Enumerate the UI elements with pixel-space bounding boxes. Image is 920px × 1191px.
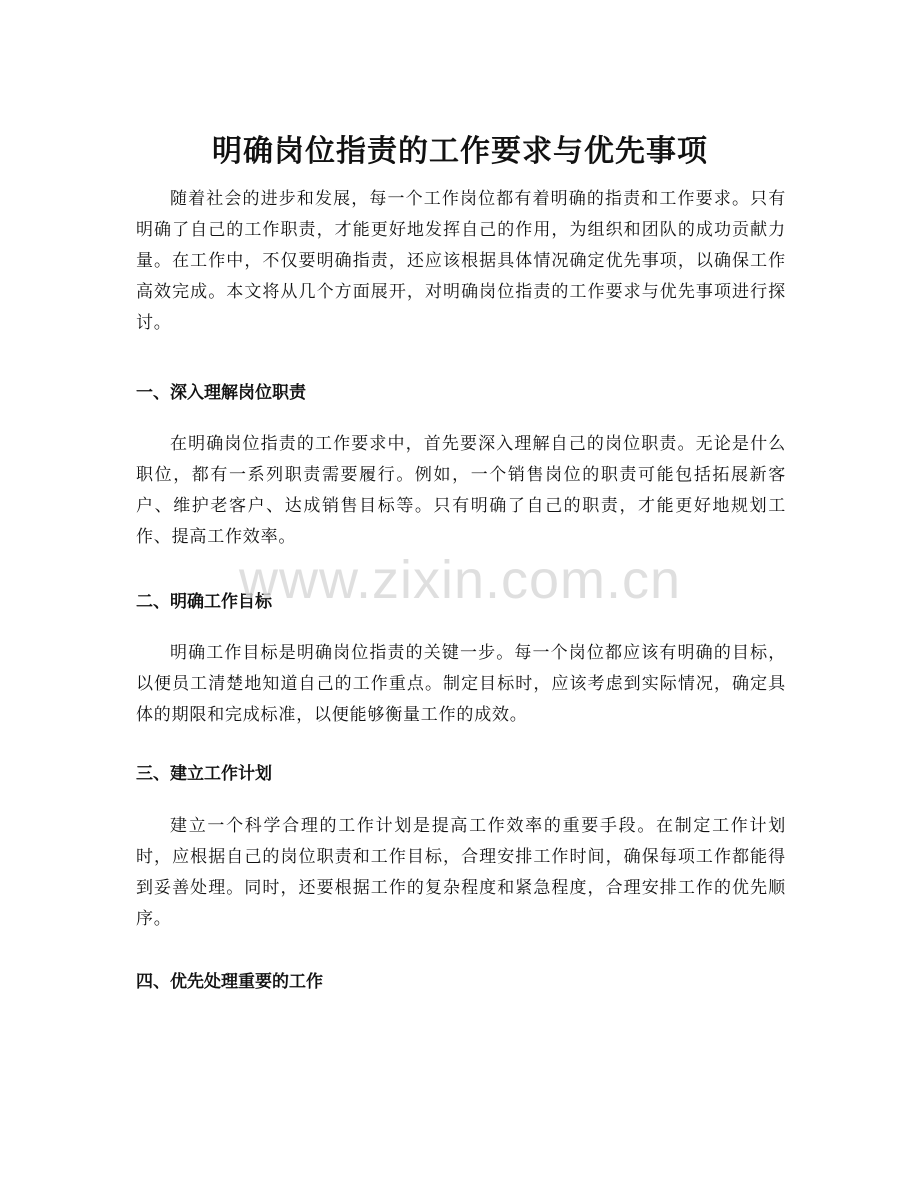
section-body-2: 明确工作目标是明确岗位指责的关键一步。每一个岗位都应该有明确的目标，以便员工清楚地知道自己的工作重点。制定目标时，应该考虑到实际情况，确定具体的期限和完成标准，以便能够衡量工作的成效。 (136, 643, 786, 725)
watermark: www.zixin.com.cn (238, 550, 682, 610)
section-body-1: 在明确岗位指责的工作要求中，首先要深入理解自己的岗位职责。无论是什么职位，都有一系列职责需要履行。例如，一个销售岗位的职责可能包括拓展新客户、维护老客户、达成销售目标等。只有明确了自己的职责，才能更好地规划工作、提高工作效率。 (136, 434, 786, 547)
section-heading-3: 三、建立工作计划 (136, 764, 272, 784)
section-heading-4: 四、优先处理重要的工作 (136, 972, 323, 992)
intro-paragraph: 随着社会的进步和发展，每一个工作岗位都有着明确的指责和工作要求。只有明确了自己的工作职责，才能更好地发挥自己的作用，为组织和团队的成功贡献力量。在工作中，不仅要明确指责，还应该根据具体情况确定优先事项，以确保工作高效完成。本文将从几个方面展开，对明确岗位指责的工作要求与优先事项进行探讨。 (136, 189, 786, 333)
section-heading-2: 二、明确工作目标 (136, 592, 272, 612)
section-heading-1: 一、深入理解岗位职责 (136, 383, 306, 403)
document-title: 明确岗位指责的工作要求与优先事项 (212, 134, 708, 170)
section-body-3: 建立一个科学合理的工作计划是提高工作效率的重要手段。在制定工作计划时，应根据自己的岗位职责和工作目标，合理安排工作时间，确保每项工作都能得到妥善处理。同时，还要根据工作的复杂程度和紧急程度，合理安排工作的优先顺序。 (136, 816, 786, 929)
